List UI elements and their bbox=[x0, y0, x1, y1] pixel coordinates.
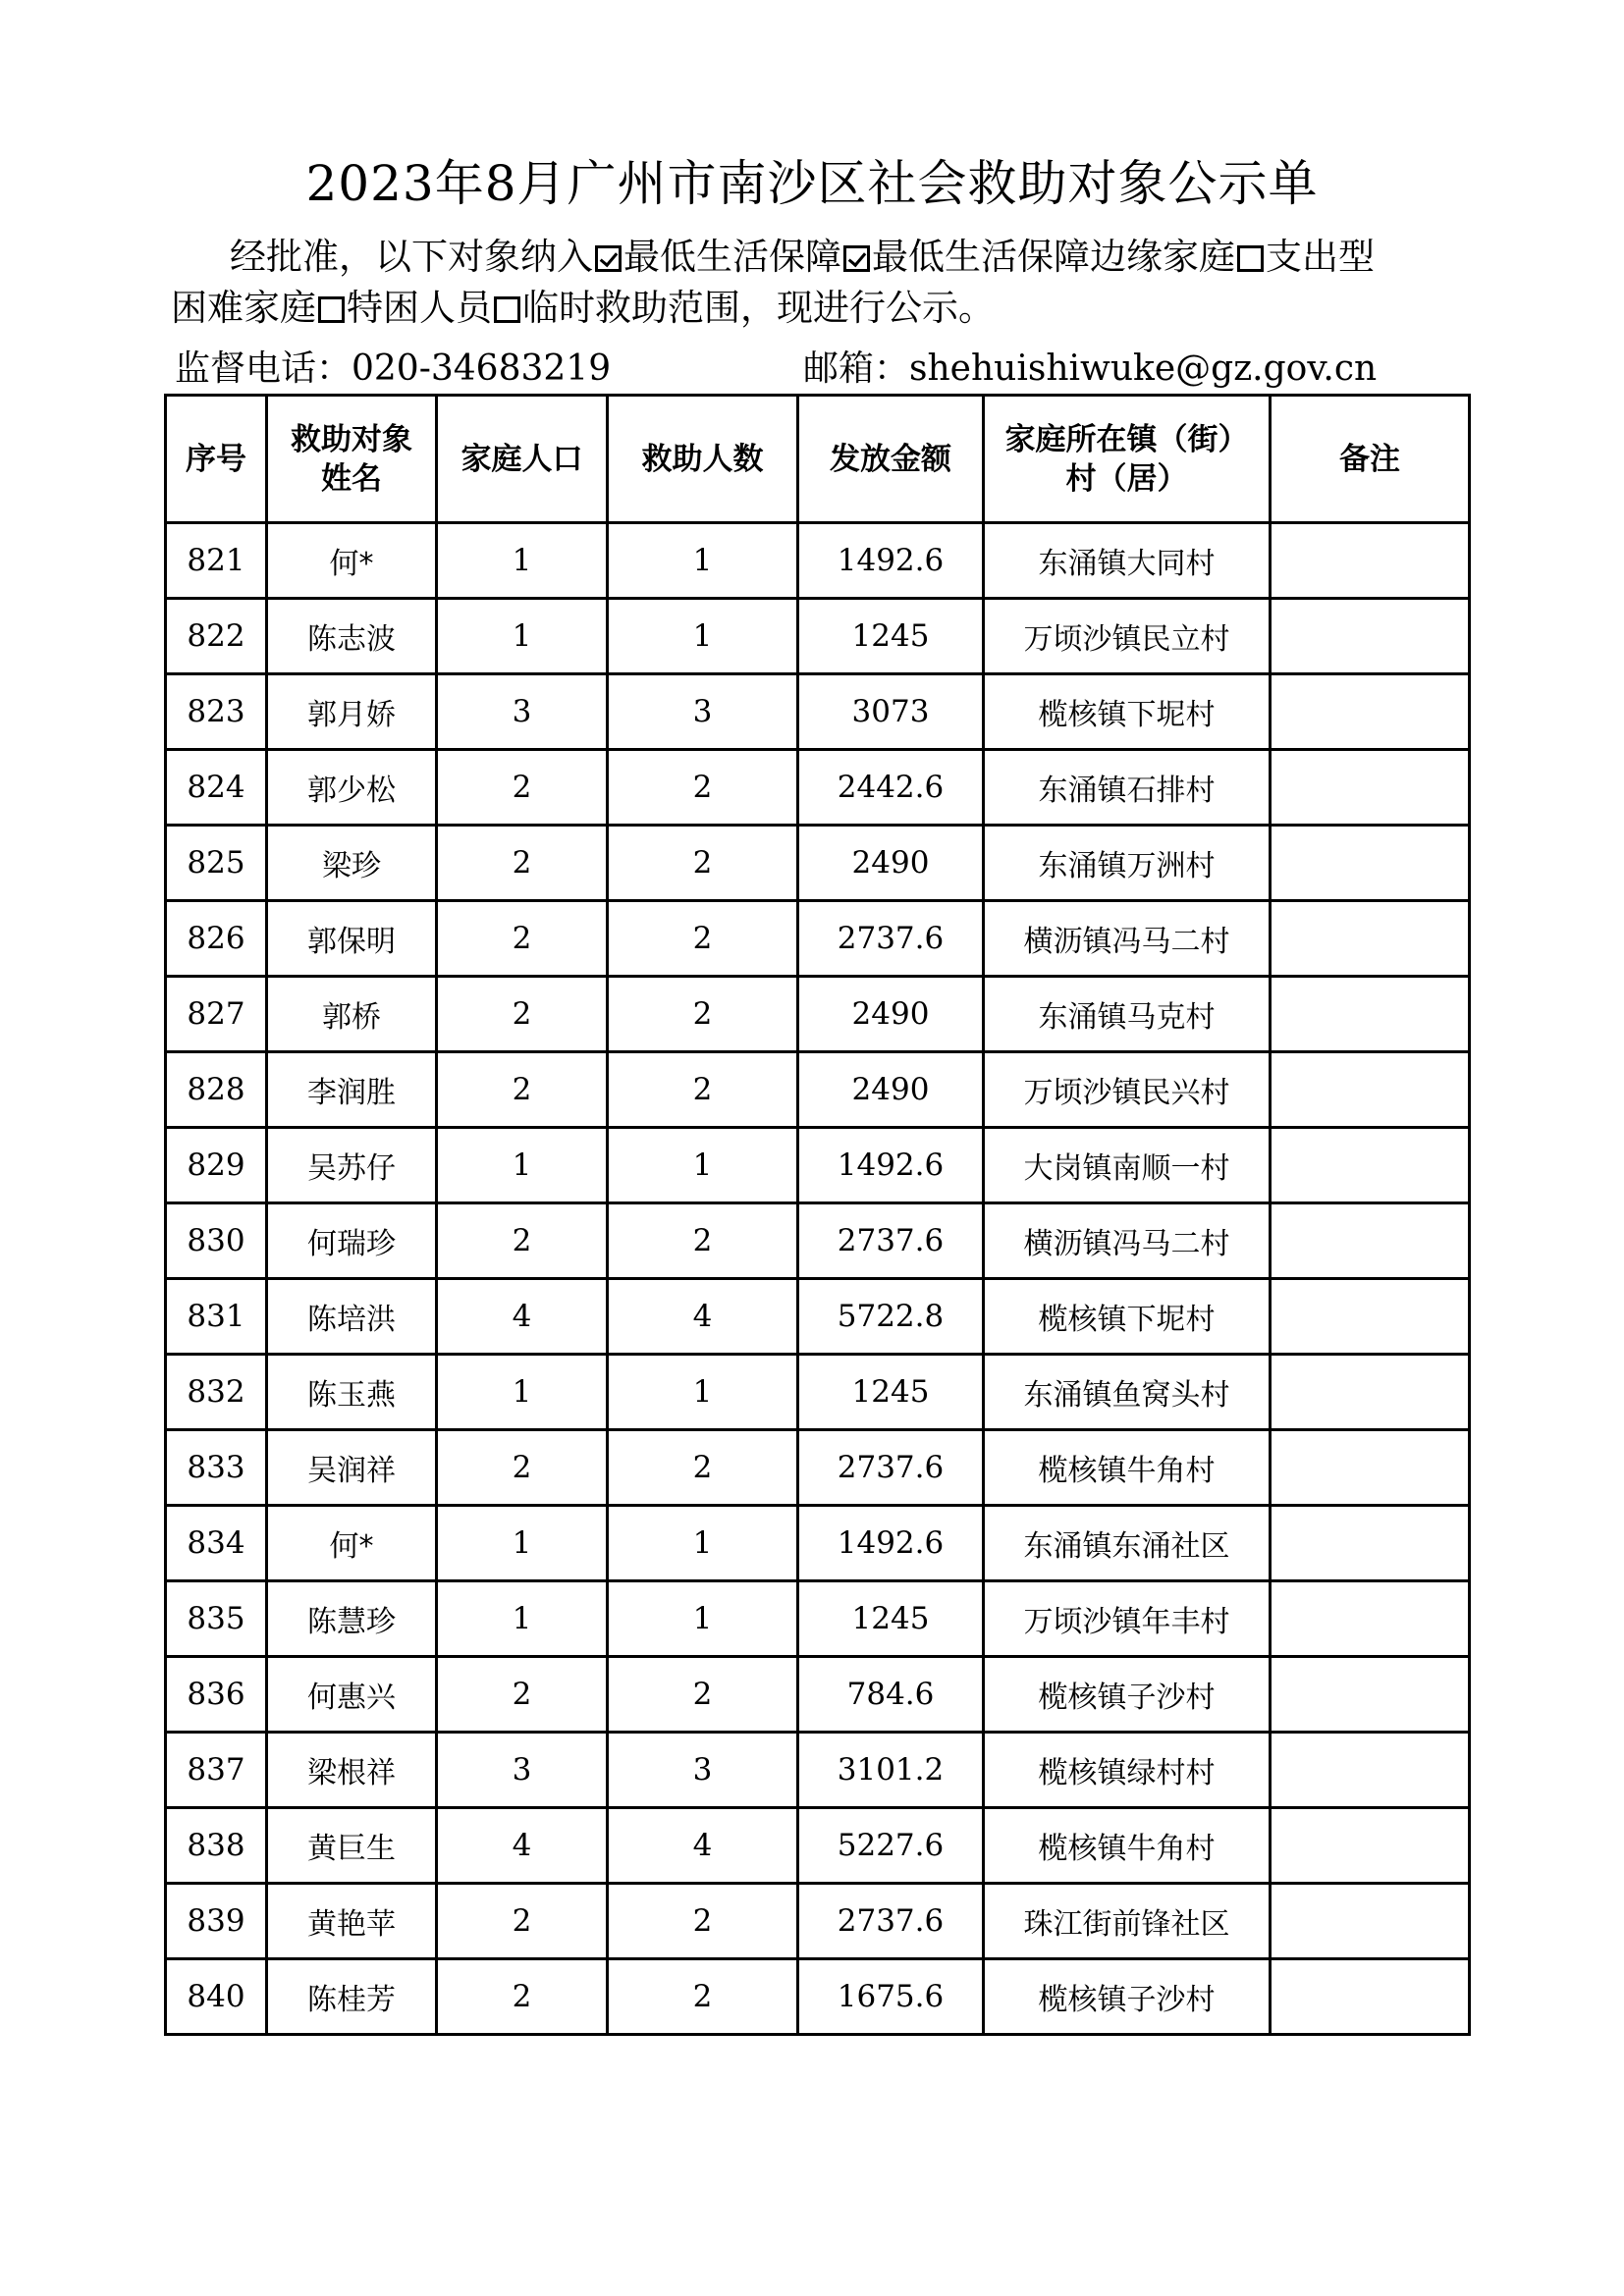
cell-remark bbox=[1271, 901, 1470, 977]
cell-amount: 1245 bbox=[798, 1581, 984, 1657]
table-row bbox=[166, 1355, 1470, 1430]
contact-email: 邮箱：shehuishiwuke@gz.gov.cn bbox=[803, 348, 1378, 389]
cell-remark bbox=[1271, 674, 1470, 750]
header-location: 家庭所在镇（街）村（居） bbox=[984, 396, 1271, 523]
cell-serial: 839 bbox=[166, 1884, 267, 1959]
page-title: 2023年8月广州市南沙区社会救助对象公示单 bbox=[305, 155, 1319, 212]
cell-aided-count: 2 bbox=[608, 1052, 798, 1128]
cell-location: 万顷沙镇民兴村 bbox=[984, 1052, 1271, 1128]
checkbox-temporary-aid bbox=[494, 296, 520, 323]
cell-amount: 1492.6 bbox=[798, 1128, 984, 1203]
intro-paragraph bbox=[171, 232, 1481, 334]
table-row bbox=[166, 750, 1470, 826]
cell-remark bbox=[1271, 1052, 1470, 1128]
cell-aided-count: 4 bbox=[608, 1808, 798, 1884]
cell-remark bbox=[1271, 1430, 1470, 1506]
cell-recipient-name: 陈桂芳 bbox=[267, 1959, 437, 2035]
cell-recipient-name: 何惠兴 bbox=[267, 1657, 437, 1733]
cell-location: 珠江街前锋社区 bbox=[984, 1884, 1271, 1959]
cell-remark bbox=[1271, 599, 1470, 674]
table-row bbox=[166, 1808, 1470, 1884]
cell-location: 万顷沙镇民立村 bbox=[984, 599, 1271, 674]
aid-recipients-table bbox=[164, 394, 1471, 2036]
cell-family-size: 1 bbox=[437, 599, 608, 674]
checkbox-special-hardship bbox=[318, 296, 345, 323]
cell-family-size: 1 bbox=[437, 1355, 608, 1430]
cell-remark bbox=[1271, 1279, 1470, 1355]
cell-recipient-name: 何* bbox=[267, 1506, 437, 1581]
option-temporary-aid: 临时救助范围，现进行公示。 bbox=[522, 287, 995, 329]
cell-family-size: 2 bbox=[437, 1657, 608, 1733]
header-serial: 序号 bbox=[166, 396, 267, 523]
cell-serial: 824 bbox=[166, 750, 267, 826]
table-row bbox=[166, 1657, 1470, 1733]
header-recipient-name: 救助对象姓名 bbox=[267, 396, 437, 523]
cell-recipient-name: 郭桥 bbox=[267, 977, 437, 1052]
cell-recipient-name: 陈慧珍 bbox=[267, 1581, 437, 1657]
cell-family-size: 3 bbox=[437, 1733, 608, 1808]
header-amount: 发放金额 bbox=[798, 396, 984, 523]
cell-serial: 837 bbox=[166, 1733, 267, 1808]
cell-remark bbox=[1271, 1733, 1470, 1808]
cell-amount: 2442.6 bbox=[798, 750, 984, 826]
cell-amount: 1245 bbox=[798, 599, 984, 674]
cell-serial: 835 bbox=[166, 1581, 267, 1657]
cell-remark bbox=[1271, 1581, 1470, 1657]
table-row bbox=[166, 1959, 1470, 2035]
cell-recipient-name: 陈培洪 bbox=[267, 1279, 437, 1355]
cell-location: 大岗镇南顺一村 bbox=[984, 1128, 1271, 1203]
cell-serial: 826 bbox=[166, 901, 267, 977]
cell-aided-count: 2 bbox=[608, 1959, 798, 2035]
cell-family-size: 2 bbox=[437, 977, 608, 1052]
cell-serial: 825 bbox=[166, 826, 267, 901]
cell-amount: 1675.6 bbox=[798, 1959, 984, 2035]
cell-remark bbox=[1271, 977, 1470, 1052]
checkbox-expense-hardship bbox=[1237, 245, 1264, 272]
table-row bbox=[166, 901, 1470, 977]
table-row bbox=[166, 1203, 1470, 1279]
cell-serial: 840 bbox=[166, 1959, 267, 2035]
cell-family-size: 4 bbox=[437, 1279, 608, 1355]
table-row bbox=[166, 1430, 1470, 1506]
cell-amount: 2490 bbox=[798, 826, 984, 901]
table-row bbox=[166, 1506, 1470, 1581]
option-expense-hardship-a: 支出型 bbox=[1266, 236, 1375, 278]
option-marginal-family: 最低生活保障边缘家庭 bbox=[872, 236, 1235, 278]
header-remark: 备注 bbox=[1271, 396, 1470, 523]
cell-amount: 5227.6 bbox=[798, 1808, 984, 1884]
cell-location: 东涌镇马克村 bbox=[984, 977, 1271, 1052]
cell-family-size: 2 bbox=[437, 901, 608, 977]
cell-amount: 3073 bbox=[798, 674, 984, 750]
cell-serial: 822 bbox=[166, 599, 267, 674]
table-row bbox=[166, 1884, 1470, 1959]
cell-aided-count: 2 bbox=[608, 750, 798, 826]
cell-remark bbox=[1271, 1959, 1470, 2035]
cell-amount: 1492.6 bbox=[798, 523, 984, 599]
header-aided-count: 救助人数 bbox=[608, 396, 798, 523]
intro-lead: 经批准，以下对象纳入 bbox=[230, 236, 593, 278]
cell-location: 榄核镇牛角村 bbox=[984, 1808, 1271, 1884]
cell-recipient-name: 梁珍 bbox=[267, 826, 437, 901]
cell-serial: 834 bbox=[166, 1506, 267, 1581]
table-row bbox=[166, 1733, 1470, 1808]
cell-serial: 836 bbox=[166, 1657, 267, 1733]
cell-remark bbox=[1271, 1657, 1470, 1733]
checkbox-min-living bbox=[595, 245, 622, 272]
cell-recipient-name: 何瑞珍 bbox=[267, 1203, 437, 1279]
cell-location: 榄核镇下坭村 bbox=[984, 674, 1271, 750]
cell-serial: 830 bbox=[166, 1203, 267, 1279]
cell-aided-count: 2 bbox=[608, 977, 798, 1052]
cell-aided-count: 1 bbox=[608, 523, 798, 599]
cell-location: 万顷沙镇年丰村 bbox=[984, 1581, 1271, 1657]
cell-recipient-name: 梁根祥 bbox=[267, 1733, 437, 1808]
cell-recipient-name: 郭月娇 bbox=[267, 674, 437, 750]
cell-family-size: 2 bbox=[437, 750, 608, 826]
header-family-size: 家庭人口 bbox=[437, 396, 608, 523]
cell-location: 东涌镇鱼窝头村 bbox=[984, 1355, 1271, 1430]
cell-aided-count: 2 bbox=[608, 826, 798, 901]
cell-amount: 2737.6 bbox=[798, 901, 984, 977]
cell-amount: 2737.6 bbox=[798, 1884, 984, 1959]
cell-family-size: 2 bbox=[437, 1959, 608, 2035]
cell-recipient-name: 郭保明 bbox=[267, 901, 437, 977]
cell-remark bbox=[1271, 1355, 1470, 1430]
cell-recipient-name: 吴苏仔 bbox=[267, 1128, 437, 1203]
cell-remark bbox=[1271, 1506, 1470, 1581]
cell-amount: 2737.6 bbox=[798, 1203, 984, 1279]
cell-aided-count: 2 bbox=[608, 901, 798, 977]
cell-amount: 1245 bbox=[798, 1355, 984, 1430]
cell-location: 榄核镇子沙村 bbox=[984, 1959, 1271, 2035]
cell-recipient-name: 陈志波 bbox=[267, 599, 437, 674]
cell-remark bbox=[1271, 523, 1470, 599]
cell-location: 榄核镇下坭村 bbox=[984, 1279, 1271, 1355]
cell-amount: 2490 bbox=[798, 1052, 984, 1128]
cell-location: 东涌镇大同村 bbox=[984, 523, 1271, 599]
cell-recipient-name: 郭少松 bbox=[267, 750, 437, 826]
cell-family-size: 1 bbox=[437, 523, 608, 599]
cell-family-size: 2 bbox=[437, 1884, 608, 1959]
cell-serial: 832 bbox=[166, 1355, 267, 1430]
cell-aided-count: 3 bbox=[608, 1733, 798, 1808]
cell-remark bbox=[1271, 1884, 1470, 1959]
cell-location: 榄核镇绿村村 bbox=[984, 1733, 1271, 1808]
table-row bbox=[166, 826, 1470, 901]
cell-location: 横沥镇冯马二村 bbox=[984, 901, 1271, 977]
cell-family-size: 3 bbox=[437, 674, 608, 750]
cell-family-size: 1 bbox=[437, 1506, 608, 1581]
cell-aided-count: 4 bbox=[608, 1279, 798, 1355]
cell-location: 东涌镇石排村 bbox=[984, 750, 1271, 826]
cell-remark bbox=[1271, 1128, 1470, 1203]
cell-family-size: 2 bbox=[437, 1430, 608, 1506]
cell-serial: 833 bbox=[166, 1430, 267, 1506]
table-header-row bbox=[166, 396, 1470, 523]
table-row bbox=[166, 1128, 1470, 1203]
cell-serial: 831 bbox=[166, 1279, 267, 1355]
cell-remark bbox=[1271, 1203, 1470, 1279]
cell-aided-count: 1 bbox=[608, 1506, 798, 1581]
option-special-hardship: 特困人员 bbox=[347, 287, 492, 329]
cell-family-size: 2 bbox=[437, 1052, 608, 1128]
cell-aided-count: 1 bbox=[608, 1581, 798, 1657]
cell-amount: 2737.6 bbox=[798, 1430, 984, 1506]
cell-amount: 2490 bbox=[798, 977, 984, 1052]
table-row bbox=[166, 674, 1470, 750]
table-row bbox=[166, 599, 1470, 674]
cell-location: 东涌镇万洲村 bbox=[984, 826, 1271, 901]
cell-family-size: 2 bbox=[437, 826, 608, 901]
cell-amount: 5722.8 bbox=[798, 1279, 984, 1355]
cell-serial: 838 bbox=[166, 1808, 267, 1884]
cell-location: 东涌镇东涌社区 bbox=[984, 1506, 1271, 1581]
cell-aided-count: 1 bbox=[608, 1355, 798, 1430]
cell-remark bbox=[1271, 1808, 1470, 1884]
cell-aided-count: 2 bbox=[608, 1203, 798, 1279]
cell-serial: 821 bbox=[166, 523, 267, 599]
cell-serial: 828 bbox=[166, 1052, 267, 1128]
cell-family-size: 1 bbox=[437, 1128, 608, 1203]
cell-family-size: 1 bbox=[437, 1581, 608, 1657]
supervision-phone: 监督电话：020-34683219 bbox=[175, 348, 612, 389]
cell-location: 榄核镇子沙村 bbox=[984, 1657, 1271, 1733]
table-row bbox=[166, 1052, 1470, 1128]
cell-location: 榄核镇牛角村 bbox=[984, 1430, 1271, 1506]
cell-recipient-name: 黄艳苹 bbox=[267, 1884, 437, 1959]
cell-family-size: 4 bbox=[437, 1808, 608, 1884]
table-row bbox=[166, 977, 1470, 1052]
cell-aided-count: 3 bbox=[608, 674, 798, 750]
option-expense-hardship-b: 困难家庭 bbox=[171, 287, 316, 329]
cell-serial: 823 bbox=[166, 674, 267, 750]
cell-serial: 829 bbox=[166, 1128, 267, 1203]
cell-amount: 3101.2 bbox=[798, 1733, 984, 1808]
cell-aided-count: 2 bbox=[608, 1657, 798, 1733]
table-row bbox=[166, 1279, 1470, 1355]
cell-remark bbox=[1271, 750, 1470, 826]
cell-family-size: 2 bbox=[437, 1203, 608, 1279]
cell-aided-count: 1 bbox=[608, 1128, 798, 1203]
table-row bbox=[166, 523, 1470, 599]
cell-recipient-name: 吴润祥 bbox=[267, 1430, 437, 1506]
cell-recipient-name: 黄巨生 bbox=[267, 1808, 437, 1884]
checkbox-marginal-family bbox=[843, 245, 870, 272]
cell-recipient-name: 陈玉燕 bbox=[267, 1355, 437, 1430]
cell-aided-count: 2 bbox=[608, 1430, 798, 1506]
option-min-living: 最低生活保障 bbox=[623, 236, 841, 278]
cell-serial: 827 bbox=[166, 977, 267, 1052]
cell-remark bbox=[1271, 826, 1470, 901]
cell-aided-count: 2 bbox=[608, 1884, 798, 1959]
cell-location: 横沥镇冯马二村 bbox=[984, 1203, 1271, 1279]
table-row bbox=[166, 1581, 1470, 1657]
cell-recipient-name: 李润胜 bbox=[267, 1052, 437, 1128]
cell-amount: 784.6 bbox=[798, 1657, 984, 1733]
cell-amount: 1492.6 bbox=[798, 1506, 984, 1581]
cell-aided-count: 1 bbox=[608, 599, 798, 674]
cell-recipient-name: 何* bbox=[267, 523, 437, 599]
